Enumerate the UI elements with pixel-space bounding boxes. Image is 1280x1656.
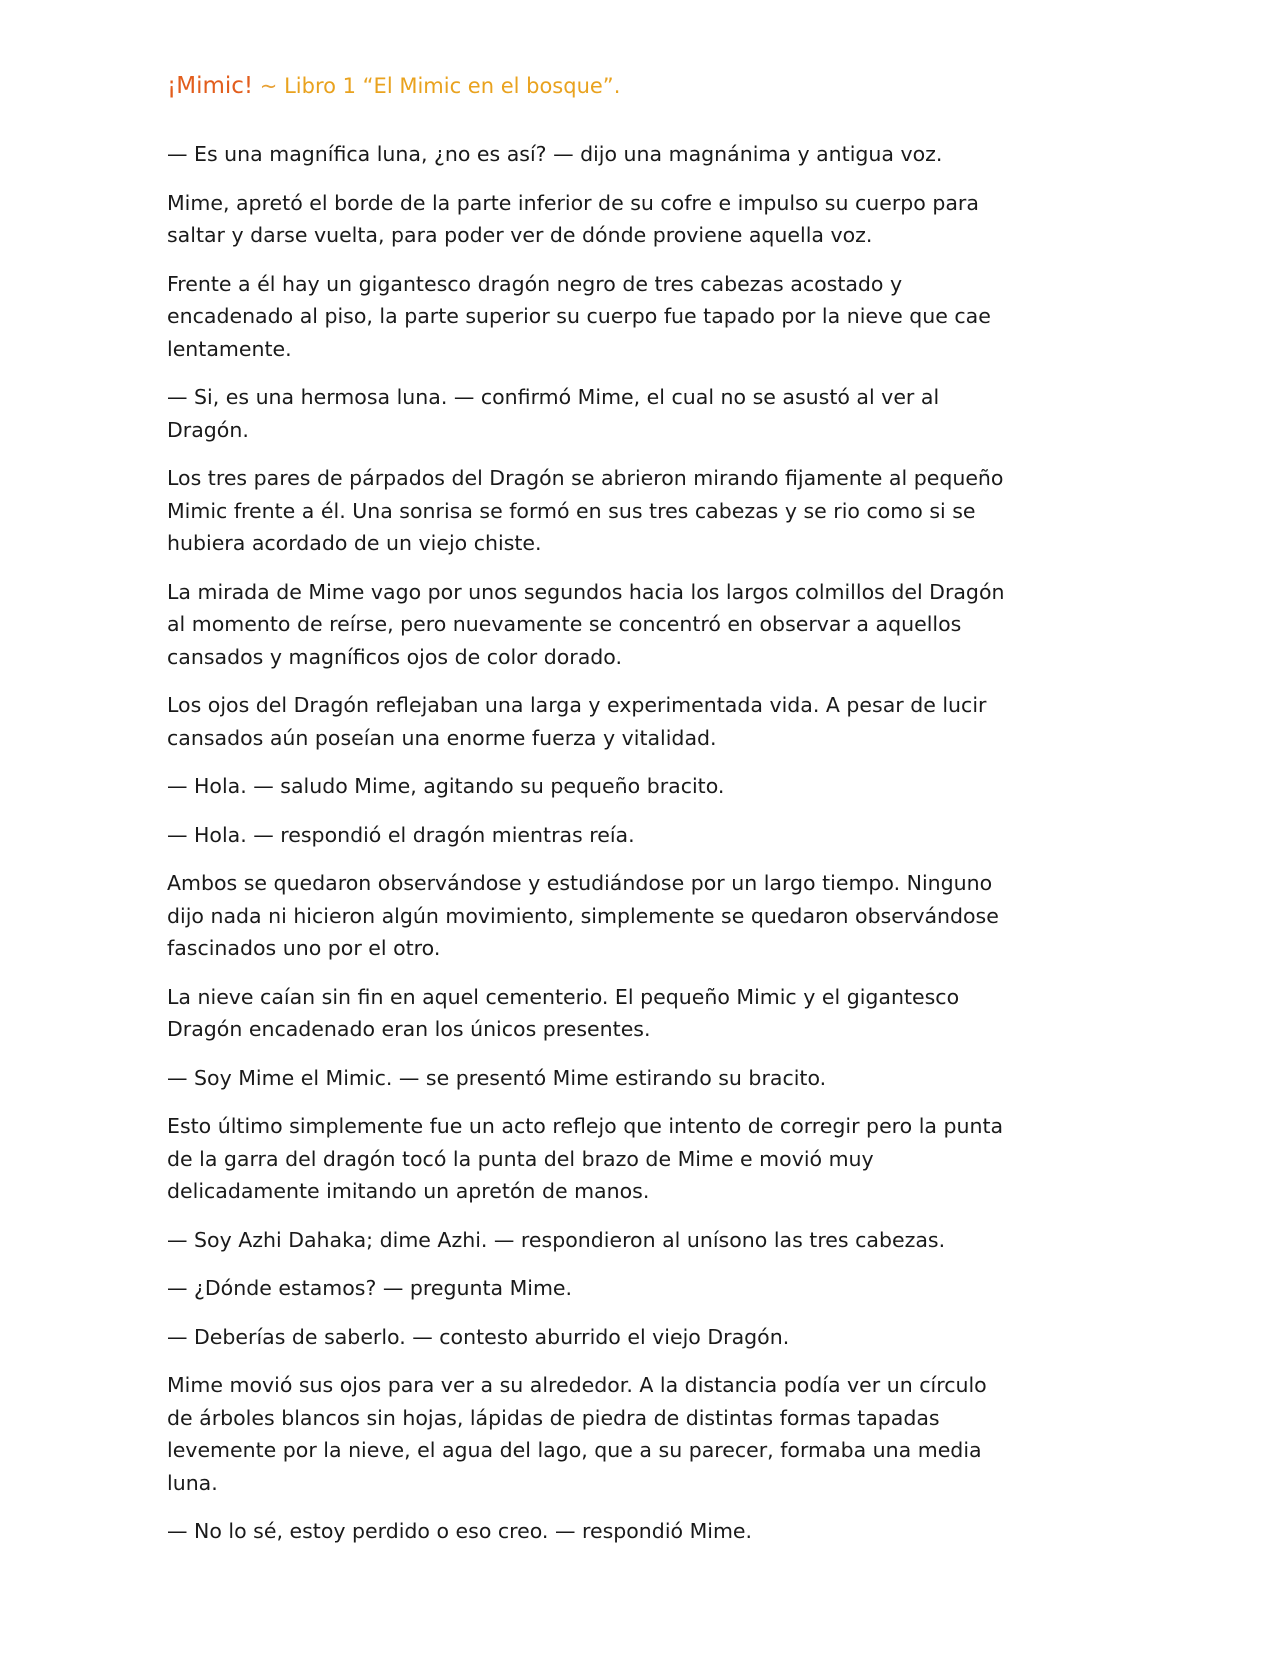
paragraph: — Deberías de saberlo. — contesto aburrido el viejo Dragón. — [167, 1324, 790, 1349]
paragraph: Mime movió sus ojos para ver a su alrededor. A la distancia podía ver un círculo de árboles blancos sin hojas, lápidas de piedra de distintas formas tapadas levemente por la nieve, el agua del lago, que a su parecer, formaba una media luna. — [167, 1373, 987, 1495]
paragraph: Los tres pares de párpados del Dragón se abrieron mirando fijamente al pequeño Mimic frente a él. Una sonrisa se formó en sus tres cabezas y se rio como si se hubiera acordado de un viejo chiste. — [167, 466, 1004, 555]
page-header — [167, 70, 620, 102]
story-text — [167, 138, 1017, 1564]
paragraph: Esto último simplemente fue un acto reflejo que intento de corregir pero la punta de la garra del dragón tocó la punta del brazo de Mime e movió muy delicadamente imitando un apretón de manos. — [167, 1114, 1004, 1203]
paragraph: La mirada de Mime vago por unos segundos hacia los largos colmillos del Dragón al momento de reírse, pero nuevamente se concentró en observar a aquellos cansados y magníficos ojos de color dorado. — [167, 579, 1005, 669]
header-book-title: Libro 1 “El Mimic en el bosque”. — [284, 74, 621, 98]
header-separator: ~ — [253, 74, 285, 98]
paragraph: — Si, es una hermosa luna. — confirmó Mime, el cual no se asustó al ver al Dragón. — [167, 385, 940, 442]
paragraph: Ambos se quedaron observándose y estudiándose por un largo tiempo. Ninguno dijo nada ni hicieron algún movimiento, simplemente se quedaron observándose fascinados uno por el otro. — [167, 871, 999, 960]
paragraph: — Hola. — saludo Mime, agitando su pequeño bracito. — [167, 774, 725, 798]
paragraph: Los ojos del Dragón reflejaban una larga y experimentada vida. A pesar de lucir cansados aún poseían una enorme fuerza y vitalidad. — [167, 693, 987, 750]
paragraph: — No lo sé, estoy perdido o eso creo. — respondió Mime. — [167, 1519, 753, 1543]
header-brand: ¡Mimic! — [167, 73, 254, 99]
paragraph: — Soy Mime el Mimic. — se presentó Mime estirando su bracito. — [167, 1065, 827, 1090]
paragraph: La nieve caían sin fin en aquel cementerio. El pequeño Mimic y el gigantesco Dragón encadenado eran los únicos presentes. — [167, 984, 960, 1041]
paragraph: Mime, apretó el borde de la parte inferior de su cofre e impulso su cuerpo para saltar y darse vuelta, para poder ver de dónde proviene aquella voz. — [167, 190, 979, 247]
paragraph: — Hola. — respondió el dragón mientras reía. — [167, 822, 635, 847]
paragraph: — Soy Azhi Dahaka; dime Azhi. — respondieron al unísono las tres cabezas. — [167, 1227, 946, 1252]
paragraph: — ¿Dónde estamos? — pregunta Mime. — [167, 1276, 573, 1300]
paragraph: — Es una magnífica luna, ¿no es así? — dijo una magnánima y antigua voz. — [167, 142, 943, 166]
paragraph: Frente a él hay un gigantesco dragón negro de tres cabezas acostado y encadenado al piso, la parte superior su cuerpo fue tapado por la nieve que cae lentamente. — [167, 271, 991, 361]
